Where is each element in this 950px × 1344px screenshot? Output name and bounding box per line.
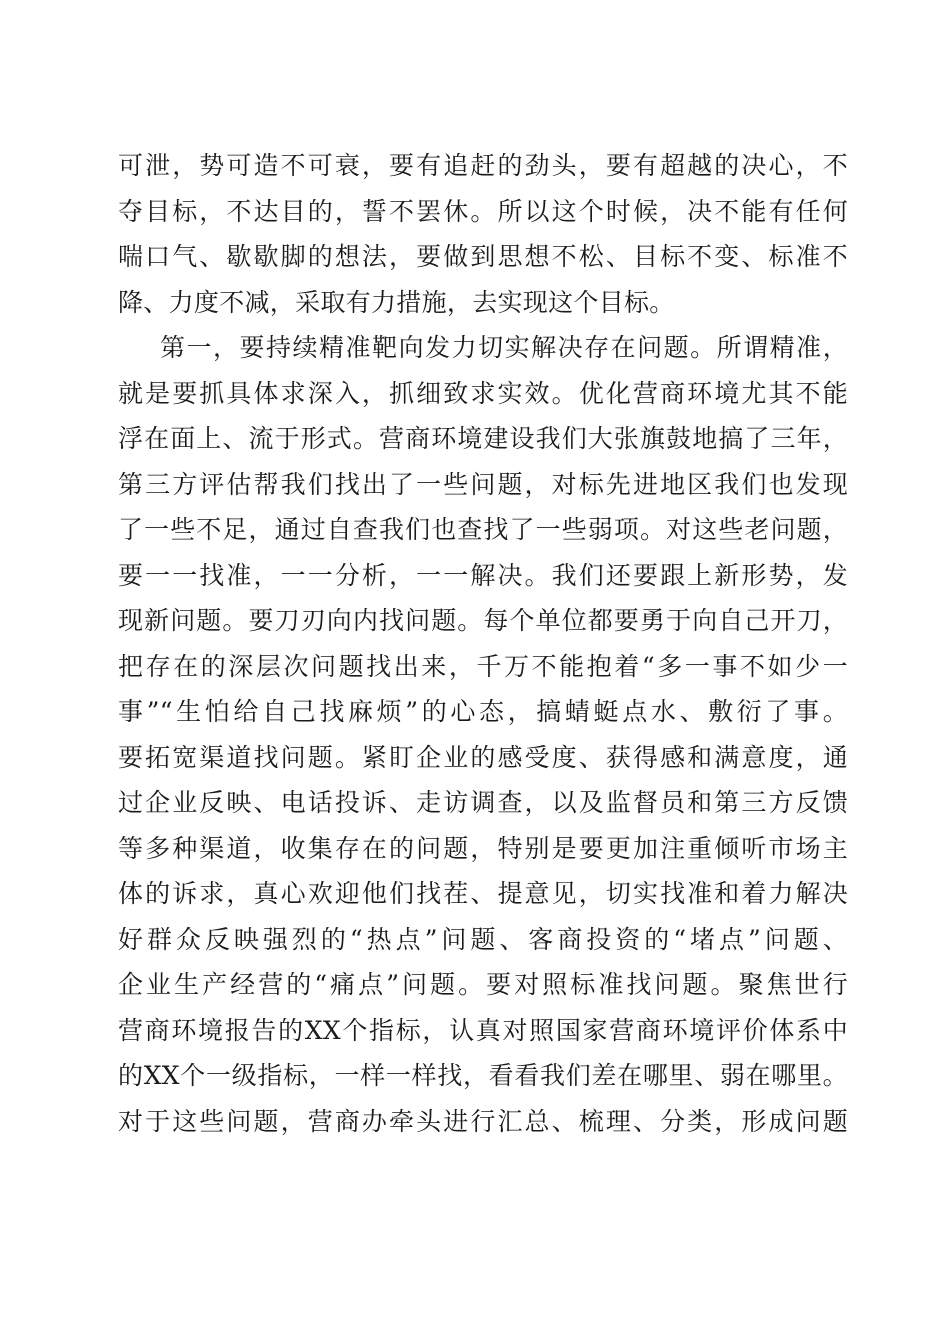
text-line: 现新问题。要刀刃向内找问题。每个单位都要勇于向自己开刀， <box>118 606 848 635</box>
text-line: 等多种渠道，收集存在的问题，特别是要更加注重倾听市场主 <box>118 833 848 863</box>
text-line: 浮在面上、流于形式。营商环境建设我们大张旗鼓地搞了三年， <box>118 424 848 453</box>
text-line: 营商环境报告的XX个指标，认真对照国家营商环境评价体系中 <box>118 1015 848 1045</box>
text-line: 喘口气、歇歇脚的想法，要做到思想不松、目标不变、标准不 <box>118 242 848 271</box>
body-text <box>118 143 848 1144</box>
text-line: 体的诉求，真心欢迎他们找茬、提意见，切实找准和着力解决 <box>118 879 848 908</box>
text-line: 可泄，势可造不可衰，要有追赶的劲头，要有超越的决心，不 <box>118 151 848 180</box>
text-line: 第三方评估帮我们找出了一些问题，对标先进地区我们也发现 <box>118 469 848 499</box>
text-line: 就是要抓具体求深入，抓细致求实效。优化营商环境尤其不能 <box>118 378 848 408</box>
text-line: 夺目标，不达目的，誓不罢休。所以这个时候，决不能有任何 <box>118 196 848 226</box>
text-line: 了一些不足，通过自查我们也查找了一些弱项。对这些老问题， <box>118 515 848 544</box>
text-line: 把存在的深层次问题找出来，千万不能抱着“多一事不如少一 <box>118 651 848 681</box>
text-line: 要拓宽渠道找问题。紧盯企业的感受度、获得感和满意度，通 <box>118 742 848 772</box>
text-line: 的XX个一级指标，一样一样找，看看我们差在哪里、弱在哪里。 <box>118 1061 848 1090</box>
text-line: 要一一找准，一一分析，一一解决。我们还要跟上新形势，发 <box>118 560 848 590</box>
paragraph-heading-line: 第一，要持续精准靶向发力切实解决存在问题。所谓精准， <box>160 333 848 362</box>
text-line: 降、力度不减，采取有力措施，去实现这个目标。 <box>118 287 675 317</box>
text-line: 企业生产经营的“痛点”问题。要对照标准找问题。聚焦世行 <box>118 970 848 999</box>
text-line: 对于这些问题，营商办牵头进行汇总、梳理、分类，形成问题 <box>118 1106 848 1136</box>
text-line: 过企业反映、电话投诉、走访调查，以及监督员和第三方反馈 <box>118 788 848 817</box>
text-line: 好群众反映强烈的“热点”问题、客商投资的“堵点”问题、 <box>118 924 848 954</box>
text-line: 事”“生怕给自己找麻烦”的心态，搞蜻蜓点水、敷衍了事。 <box>118 697 848 726</box>
